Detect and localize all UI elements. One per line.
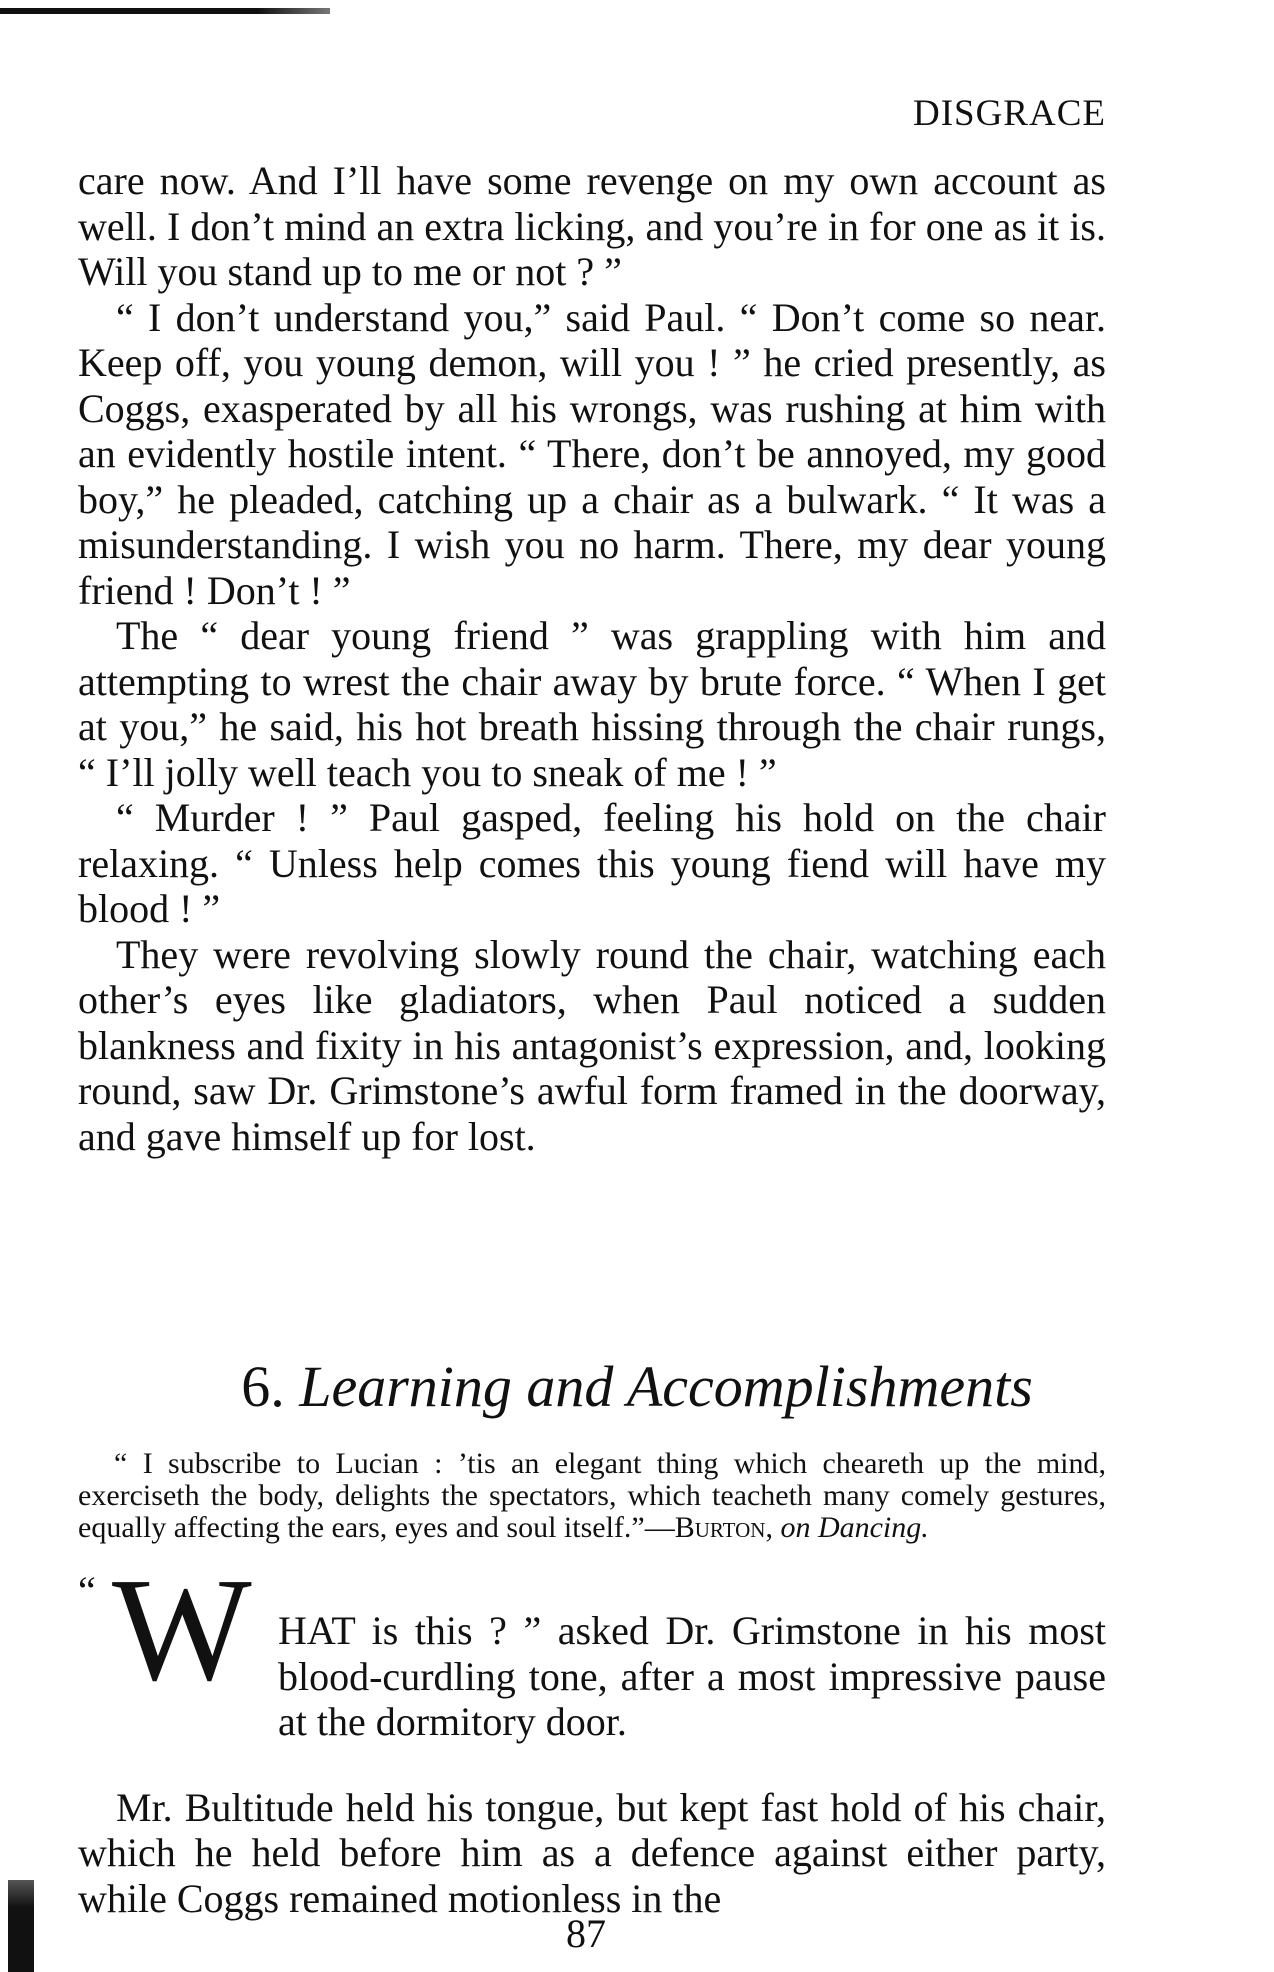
drop-cap-letter: W (112, 1548, 252, 1712)
running-head: DISGRACE (912, 93, 1106, 134)
closing-paragraph: Mr. Bultitude held his tongue, but kept fast hold of his chair, which he held before him as a defence against either party, while Coggs remained motionless in the (78, 1784, 1106, 1921)
scan-corner-mark (8, 1880, 34, 1972)
epigraph-quote: “ I subscribe to Lucian : ’tis an elegant thing which cheareth up the mind, exerciseth the body, delights the spectators, which teacheth many comely gestures, equally affecting the ears, eyes and soul itself.”— (78, 1447, 1106, 1544)
epigraph (78, 1448, 1106, 1544)
paragraph-dialogue-2: The “ dear young friend ” was grappling with him and attempting to wrest the chair away by brute force. “ When I get at you,” he said, his hot breath hissing through the chair rungs, “ I’ll jolly well teach you to sneak of me ! ” (78, 613, 1106, 795)
chapter-opening (78, 1548, 1106, 1921)
paragraph-narration: They were revolving slowly round the chair, watching each other’s eyes like gladiators, when Paul noticed a sudden blankness and fixity in his antagonist’s expression, and, looking round, saw Dr. Grimstone’s awful form framed in the doorway, and gave himself up for lost. (78, 931, 1106, 1159)
page-number: 87 (566, 1911, 606, 1956)
paragraph-dialogue-3: “ Murder ! ” Paul gasped, feeling his hold on the chair relaxing. “ Unless help comes this young fiend will have my blood ! ” (78, 795, 1106, 931)
paragraph-dialogue-1: “ I don’t understand you,” said Paul. “ Don’t come so near. Keep off, you young demon, will you ! ” he cried presently, as Coggs, exasperated by all his wrongs, was rushing at him with an evidently hostile intent. “ There, don’t be annoyed, my good boy,” he pleaded, catching up a chair as a bulwark. “ It was a misunderstanding. I wish you no harm. There, my dear young friend ! Don’t ! ” (78, 294, 1106, 613)
paragraph-continued: care now. And I’ll have some revenge on my own account as well. I don’t mind an extra licking, and you’re in for one as it is. Will you stand up to me or not ? ” (78, 158, 1106, 294)
epigraph-author: Burton (674, 1511, 766, 1544)
body-text (78, 158, 1106, 1159)
chapter-heading (0, 1352, 1274, 1422)
opening-paragraph: HAT is this ? ” asked Dr. Grimstone in his most blood-curdling tone, after a most impressive pause at the dormitory door. (278, 1608, 1106, 1744)
opening-quote-mark: “ (78, 1568, 96, 1613)
epigraph-source: on Dancing. (780, 1511, 929, 1544)
epigraph-separator: , (765, 1511, 781, 1544)
chapter-number: 6. (241, 1354, 285, 1419)
top-rule (0, 8, 330, 14)
chapter-title: Learning and Accomplishments (299, 1354, 1033, 1419)
